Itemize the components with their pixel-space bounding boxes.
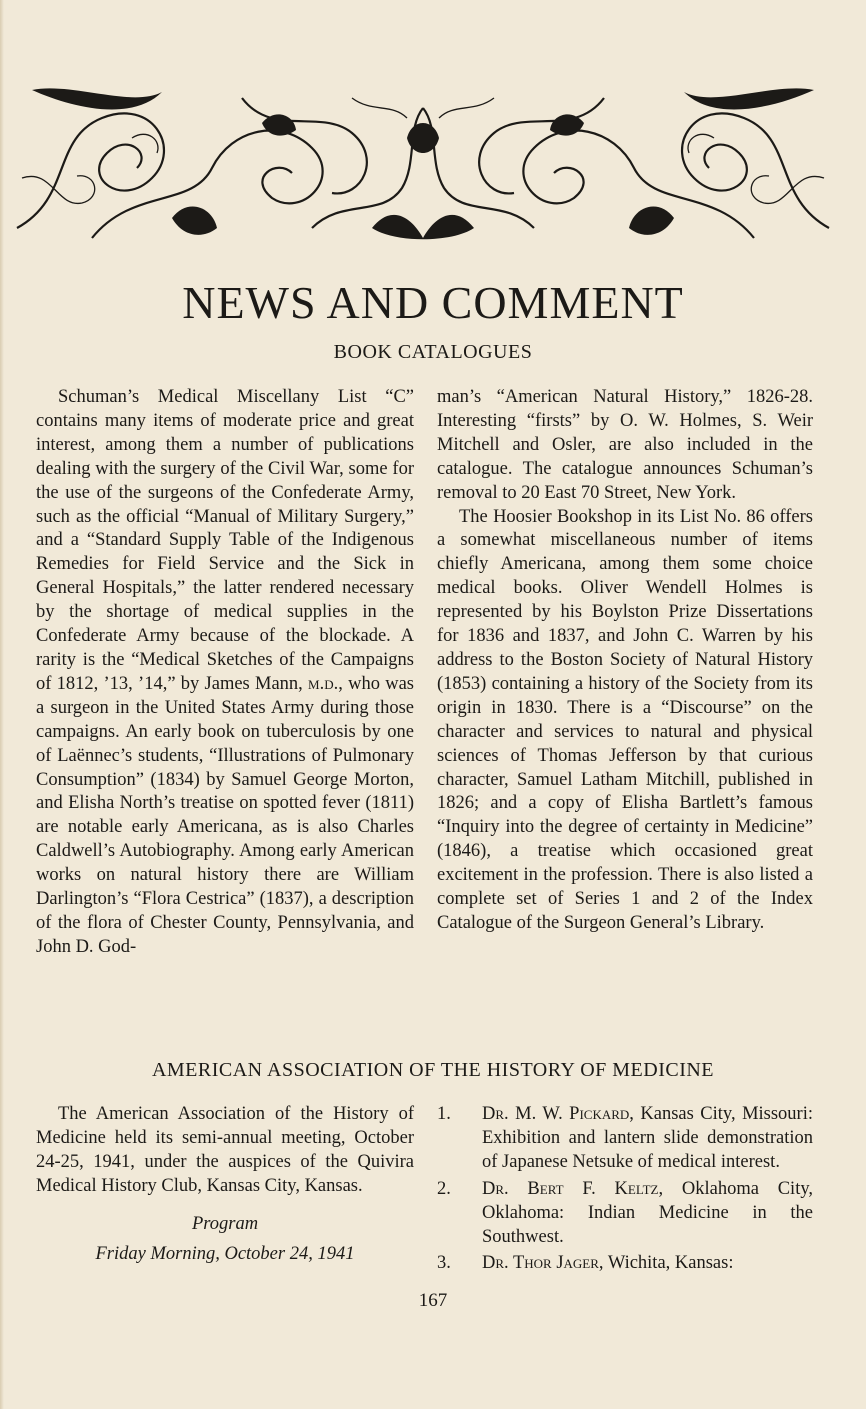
program-list-column	[437, 1103, 813, 1279]
md-abbreviation: m.d.,	[308, 673, 343, 694]
speaker-name: Dr. M. W. Pickard,	[482, 1104, 634, 1124]
section-heading-association: AMERICAN ASSOCIATION OF THE HISTORY OF MEDICINE	[151, 1059, 715, 1081]
section-heading-book-catalogues: BOOK CATALOGUES	[333, 341, 533, 363]
program-date: Friday Morning, October 24, 1941	[95, 1243, 355, 1264]
book-catalogues-left-column	[36, 386, 414, 960]
paragraph: The Hoosier Bookshop in its List No. 86 offers a somewhat miscellaneous number of items chiefly Americana, among them some choice medical books. Oliver Wendell Holmes is represented by his Boylston Prize Dissertations for 1836 and 1837, and John C. Warren by his address to the Boston Society of Natural History (1853) containing a history of the Society from its origin in 1830. There is a “Discourse” on the character and services to natural and physical sciences of Thomas Jefferson by that curious character, Samuel Latham Mitchill, published in 1826; and a copy of Elisha Bartlett’s famous “Inquiry into the degree of certainty in Medicine” (1846), a treatise which occasioned great excitement in the profession. There is also listed a complete set of Series 1 and 2 of the Index Catalogue of the Surgeon General’s Library.	[437, 506, 813, 933]
item-number: 1.	[437, 1104, 451, 1124]
speaker-name: Dr. Bert F. Keltz,	[482, 1178, 664, 1199]
item-text: Wichita, Kansas:	[607, 1253, 734, 1274]
program-list	[437, 1103, 813, 1276]
item-text: Kansas City, Missouri: Exhibition and lantern slide demonstration of Japanese Netsuke of medical interest.	[482, 1104, 813, 1172]
list-item	[437, 1103, 813, 1175]
page-fold-shadow	[0, 0, 4, 1409]
item-number: 2.	[437, 1178, 451, 1199]
text-run: Schuman’s Medical Miscellany List “C” contains many items of moderate price and great interest, among them a number of publications dealing with the surgery of the Civil War, some for the use of the surgeons of the Confederate Army, such as the official “Manual of Military Surgery,” and a “Standard Supply Table of the Indigenous Remedies for Field Service and the Sick in General Hospitals,” the latter rendered necessary by the shortage of medical supplies in the Confederate Army because of the blockade. A rarity is the “Medical Sketches of the Campaigns of 1812, ’13, ’14,” by James Mann,	[36, 387, 414, 694]
list-item	[437, 1178, 813, 1250]
book-catalogues-right-column	[437, 386, 813, 936]
page-title: NEWS AND COMMENT	[182, 277, 684, 328]
speaker-name: Dr. Thor Jager,	[482, 1253, 604, 1274]
item-text: Oklahoma City, Oklahoma: Indian Medicine in the Southwest.	[482, 1178, 814, 1247]
paragraph: man’s “American Natural History,” 1826-28. Interesting “firsts” by O. W. Holmes, S. Weir Mitchell and Osler, are also included in the catalogue. The catalogue announces Schuman’s removal to 20 East 70 Street, New York.	[437, 387, 813, 503]
list-item	[437, 1252, 813, 1276]
paragraph: The American Association of the History of Medicine held its semi-annual meeting, October 24-25, 1941, under the auspices of the Quivira Medical History Club, Kansas City, Kansas.	[36, 1104, 414, 1196]
program-label: Program	[191, 1213, 259, 1234]
paragraph	[36, 386, 414, 960]
association-left-column	[36, 1103, 414, 1266]
text-run: who was a surgeon in the United States Army during those campaigns. An early book on tuberculosis by one of Laënnec’s students, “Illustrations of Pulmonary Consumption” (1834) by Samuel George Morton, and Elisha North’s treatise on spotted fever (1811) are notable early Americana, as is also Charles Caldwell’s Autobiography. Among early American works on natural history there are William Darlington’s “Flora Cestrica” (1837), a description of the flora of Chester County, Pennsylvania, and John D. God-	[36, 673, 415, 957]
ornamental-header-illustration	[12, 78, 834, 244]
page-number: 167	[418, 1290, 448, 1311]
item-number: 3.	[437, 1253, 451, 1274]
